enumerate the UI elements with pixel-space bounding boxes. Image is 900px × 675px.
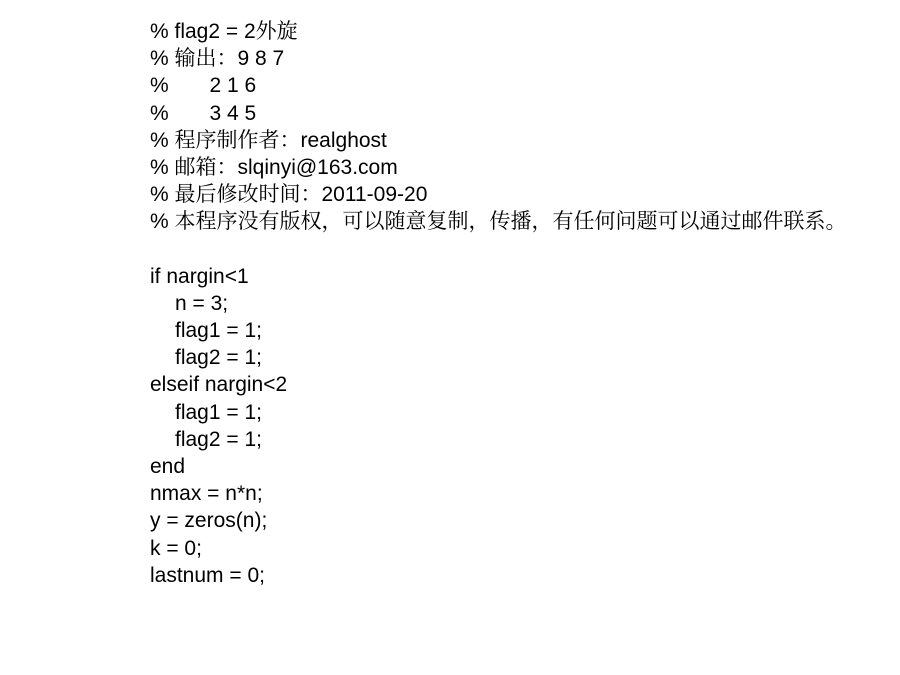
code-line-flag2-assign: flag2 = 1; (175, 346, 262, 370)
code-line-lastnum: lastnum = 0; (150, 563, 265, 587)
comment-line-email: % 邮箱：slqinyi@163.com (150, 155, 398, 179)
code-block (150, 18, 895, 589)
code-line-k: k = 0; (150, 536, 202, 560)
code-line-nmax: nmax = n*n; (150, 482, 263, 506)
comment-line-output-row-2: % 2 1 6 (150, 74, 257, 98)
blank-line (150, 236, 895, 263)
comment-line-output: % 输出：9 8 7 (150, 47, 285, 71)
code-line-flag2-assign-2: flag2 = 1; (175, 427, 262, 451)
comment-line-modified-date: % 最后修改时间：2011-09-20 (150, 183, 428, 207)
code-line-n-assign: n = 3; (175, 291, 229, 315)
code-line-elseif: elseif nargin<2 (150, 373, 288, 397)
comment-line-author: % 程序制作者：realghost (150, 128, 387, 152)
code-line-flag1-assign: flag1 = 1; (175, 319, 262, 343)
code-line-flag1-assign-2: flag1 = 1; (175, 400, 262, 424)
comment-line-flag2: % flag2 = 2外旋 (150, 20, 298, 43)
code-line-end: end (150, 455, 186, 478)
comment-line-copyright: % 本程序没有版权，可以随意复制，传播，有任何问题可以通过邮件联系。 (150, 210, 847, 234)
code-line-zeros: y = zeros(n); (150, 509, 268, 533)
code-line-if: if nargin<1 (150, 264, 249, 288)
comment-line-output-row-3: % 3 4 5 (150, 101, 257, 125)
